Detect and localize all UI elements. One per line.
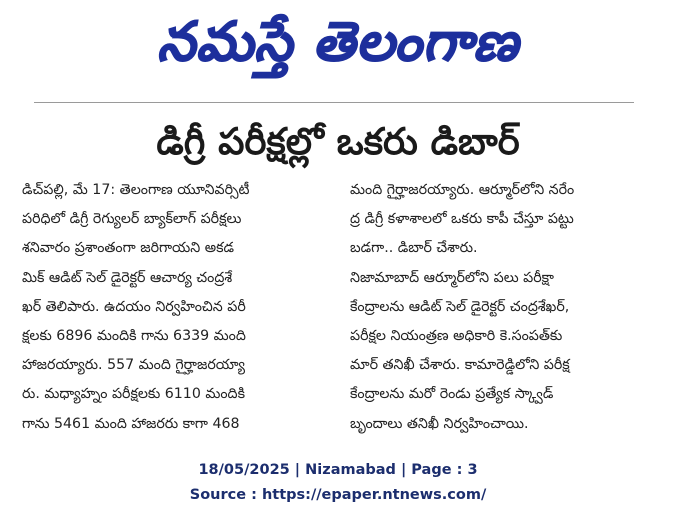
text-line: హాజరయ్యారు. 557 మంది గైర్హాజరయ్యా xyxy=(22,357,246,374)
article-column-left xyxy=(22,176,326,442)
text-line: నిజామాబాద్ ఆర్మూర్‌లోని పలు పరీక్షా xyxy=(350,269,554,286)
text-line: గాను 5461 మంది హాజరరు కాగా 468 xyxy=(22,415,240,432)
text-line: పరీక్షల నియంత్రణ అధికారి కె.సంపత్‌కు xyxy=(350,328,563,345)
text-line: బృందాలు తనిఖీ నిర్వహించాయి. xyxy=(350,415,529,432)
newspaper-logo-title: నమస్తే తెలంగాణ xyxy=(157,10,519,73)
text-line: శనివారం ప్రశాంతంగా జరిగాయని అకడ xyxy=(22,240,235,257)
text-line: ద్ర డిగ్రీ కళాశాలలో ఒకరు కాపీ చేస్తూ పట్టు xyxy=(350,211,574,228)
text-line: కేంద్రాలను మరో రెండు ప్రత్యేక స్క్వాడ్ xyxy=(350,386,554,403)
text-line: మార్ తనిఖీ చేశారు. కామారెడ్డిలోని పరీక్ష xyxy=(350,357,570,374)
masthead xyxy=(0,0,676,84)
article-body xyxy=(22,176,654,442)
text-line: కేంద్రాలను ఆడిట్ సెల్ డైరెక్టర్ చంద్రశేఖర్, xyxy=(350,298,570,315)
text-line: క్షలకు 6896 మందికి గాను 6339 మంది xyxy=(22,328,246,345)
source-link[interactable]: Source : https://epaper.ntnews.com/ xyxy=(189,487,487,503)
text-line: రు. మధ్యాహ్నం పరీక్షలకు 6110 మందికి xyxy=(22,386,245,403)
article-headline: డిగ్రీ పరీక్షల్లో ఒకరు డిబార్ xyxy=(156,120,520,163)
text-line: డిచ్‌పల్లి, మే 17: తెలంగాణ యూనివర్సిటీ xyxy=(22,182,250,198)
text-line: ఖర్ తెలిపారు. ఉదయం నిర్వహించిన పరీ xyxy=(22,298,246,315)
text-line: పరిధిలో డిగ్రీ రెగ్యులర్ బ్యాక్‌లాగ్ పరీక్షలు xyxy=(22,211,242,228)
text-line: మిక్ ఆడిట్ సెల్ డైరెక్టర్ ఆచార్య చంద్రశే xyxy=(22,269,233,286)
text-line: బడగా.. డిబార్ చేశారు. xyxy=(350,240,478,257)
source-footer xyxy=(0,458,676,508)
edition-info: 18/05/2025 | Nizamabad | Page : 3 xyxy=(198,462,478,478)
divider-rule xyxy=(34,102,634,103)
text-line: మంది గైర్హాజరయ్యారు. ఆర్మూర్‌లోని నరేం xyxy=(350,182,575,198)
article-column-right xyxy=(350,176,654,442)
